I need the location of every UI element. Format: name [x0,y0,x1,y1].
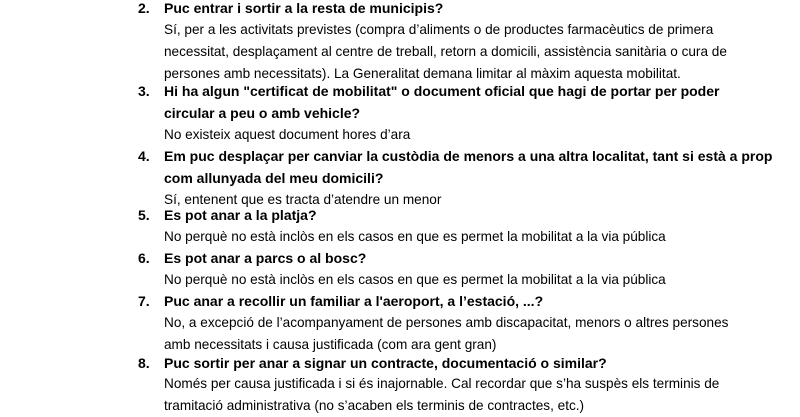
question-line: Es pot anar a la platja? [164,207,317,223]
question-line: Em puc desplaçar per canviar la custòdia de menors a una altra localitat, tant si està a prop [164,148,773,164]
question-line: Puc entrar i sortir a la resta de municipis? [164,0,444,16]
question-line: Puc anar a recollir un familiar a l'aeroport, a l’estació, ...? [164,293,544,309]
item-number: 6. [138,250,150,266]
answer [164,373,720,417]
answer-line: Només per causa justificada i si és inajornable. Cal recordar que s’ha suspès els terminis de [164,376,720,391]
question-line: Hi ha algun "certificat de mobilitat" o document oficial que hagi de portar per poder [164,83,720,99]
question [164,290,694,312]
item-number: 2. [138,0,150,16]
answer [164,226,694,248]
answer-line: Sí, entenent que es tracta d’atendre un menor [164,192,442,207]
answer-line: Sí, per a les activitats previstes (compra d’aliments o de productes farmacèutics de primera [164,22,714,37]
answer [164,312,729,356]
answer-line: No, a excepció de l’acompanyament de persones amb discapacitat, menors o altres persones [164,315,729,330]
question-line: circular a peu o amb vehicle? [164,105,361,121]
answer-line: No perquè no està inclòs en els casos en que es permet la mobilitat a la via pública [164,272,666,287]
answer [164,124,694,146]
question [164,80,720,124]
answer-line: amb necessitats i causa justificada (com ara gent gran) [164,337,497,352]
item-number: 4. [138,148,150,164]
question [164,145,773,189]
question [164,0,694,19]
answer-line: No perquè no està inclòs en els casos en que es permet la mobilitat a la via pública [164,229,666,244]
answer-line: tramitació administrativa (no s’acaben els terminis de contractes, etc.) [164,398,585,413]
item-number: 3. [138,83,150,99]
question [164,352,694,374]
question [164,247,694,269]
question-line: Es pot anar a parcs o al bosc? [164,250,367,266]
answer-line: No existeix aquest document hores d’ara [164,127,411,142]
item-number: 5. [138,207,150,223]
answer-line: persones amb necessitats). La Generalitat demana limitar al màxim aquesta mobilitat. [164,66,681,81]
question [164,204,694,226]
answer-line: necessitat, desplaçament al centre de treball, retorn a domicili, assistència sanitària o cura de [164,44,727,59]
item-number: 7. [138,293,150,309]
answer [164,19,727,85]
question-line: com allunyada del meu domicili? [164,170,384,186]
answer [164,269,694,291]
question-line: Puc sortir per anar a signar un contracte, documentació o similar? [164,355,607,371]
item-number: 8. [138,355,150,371]
